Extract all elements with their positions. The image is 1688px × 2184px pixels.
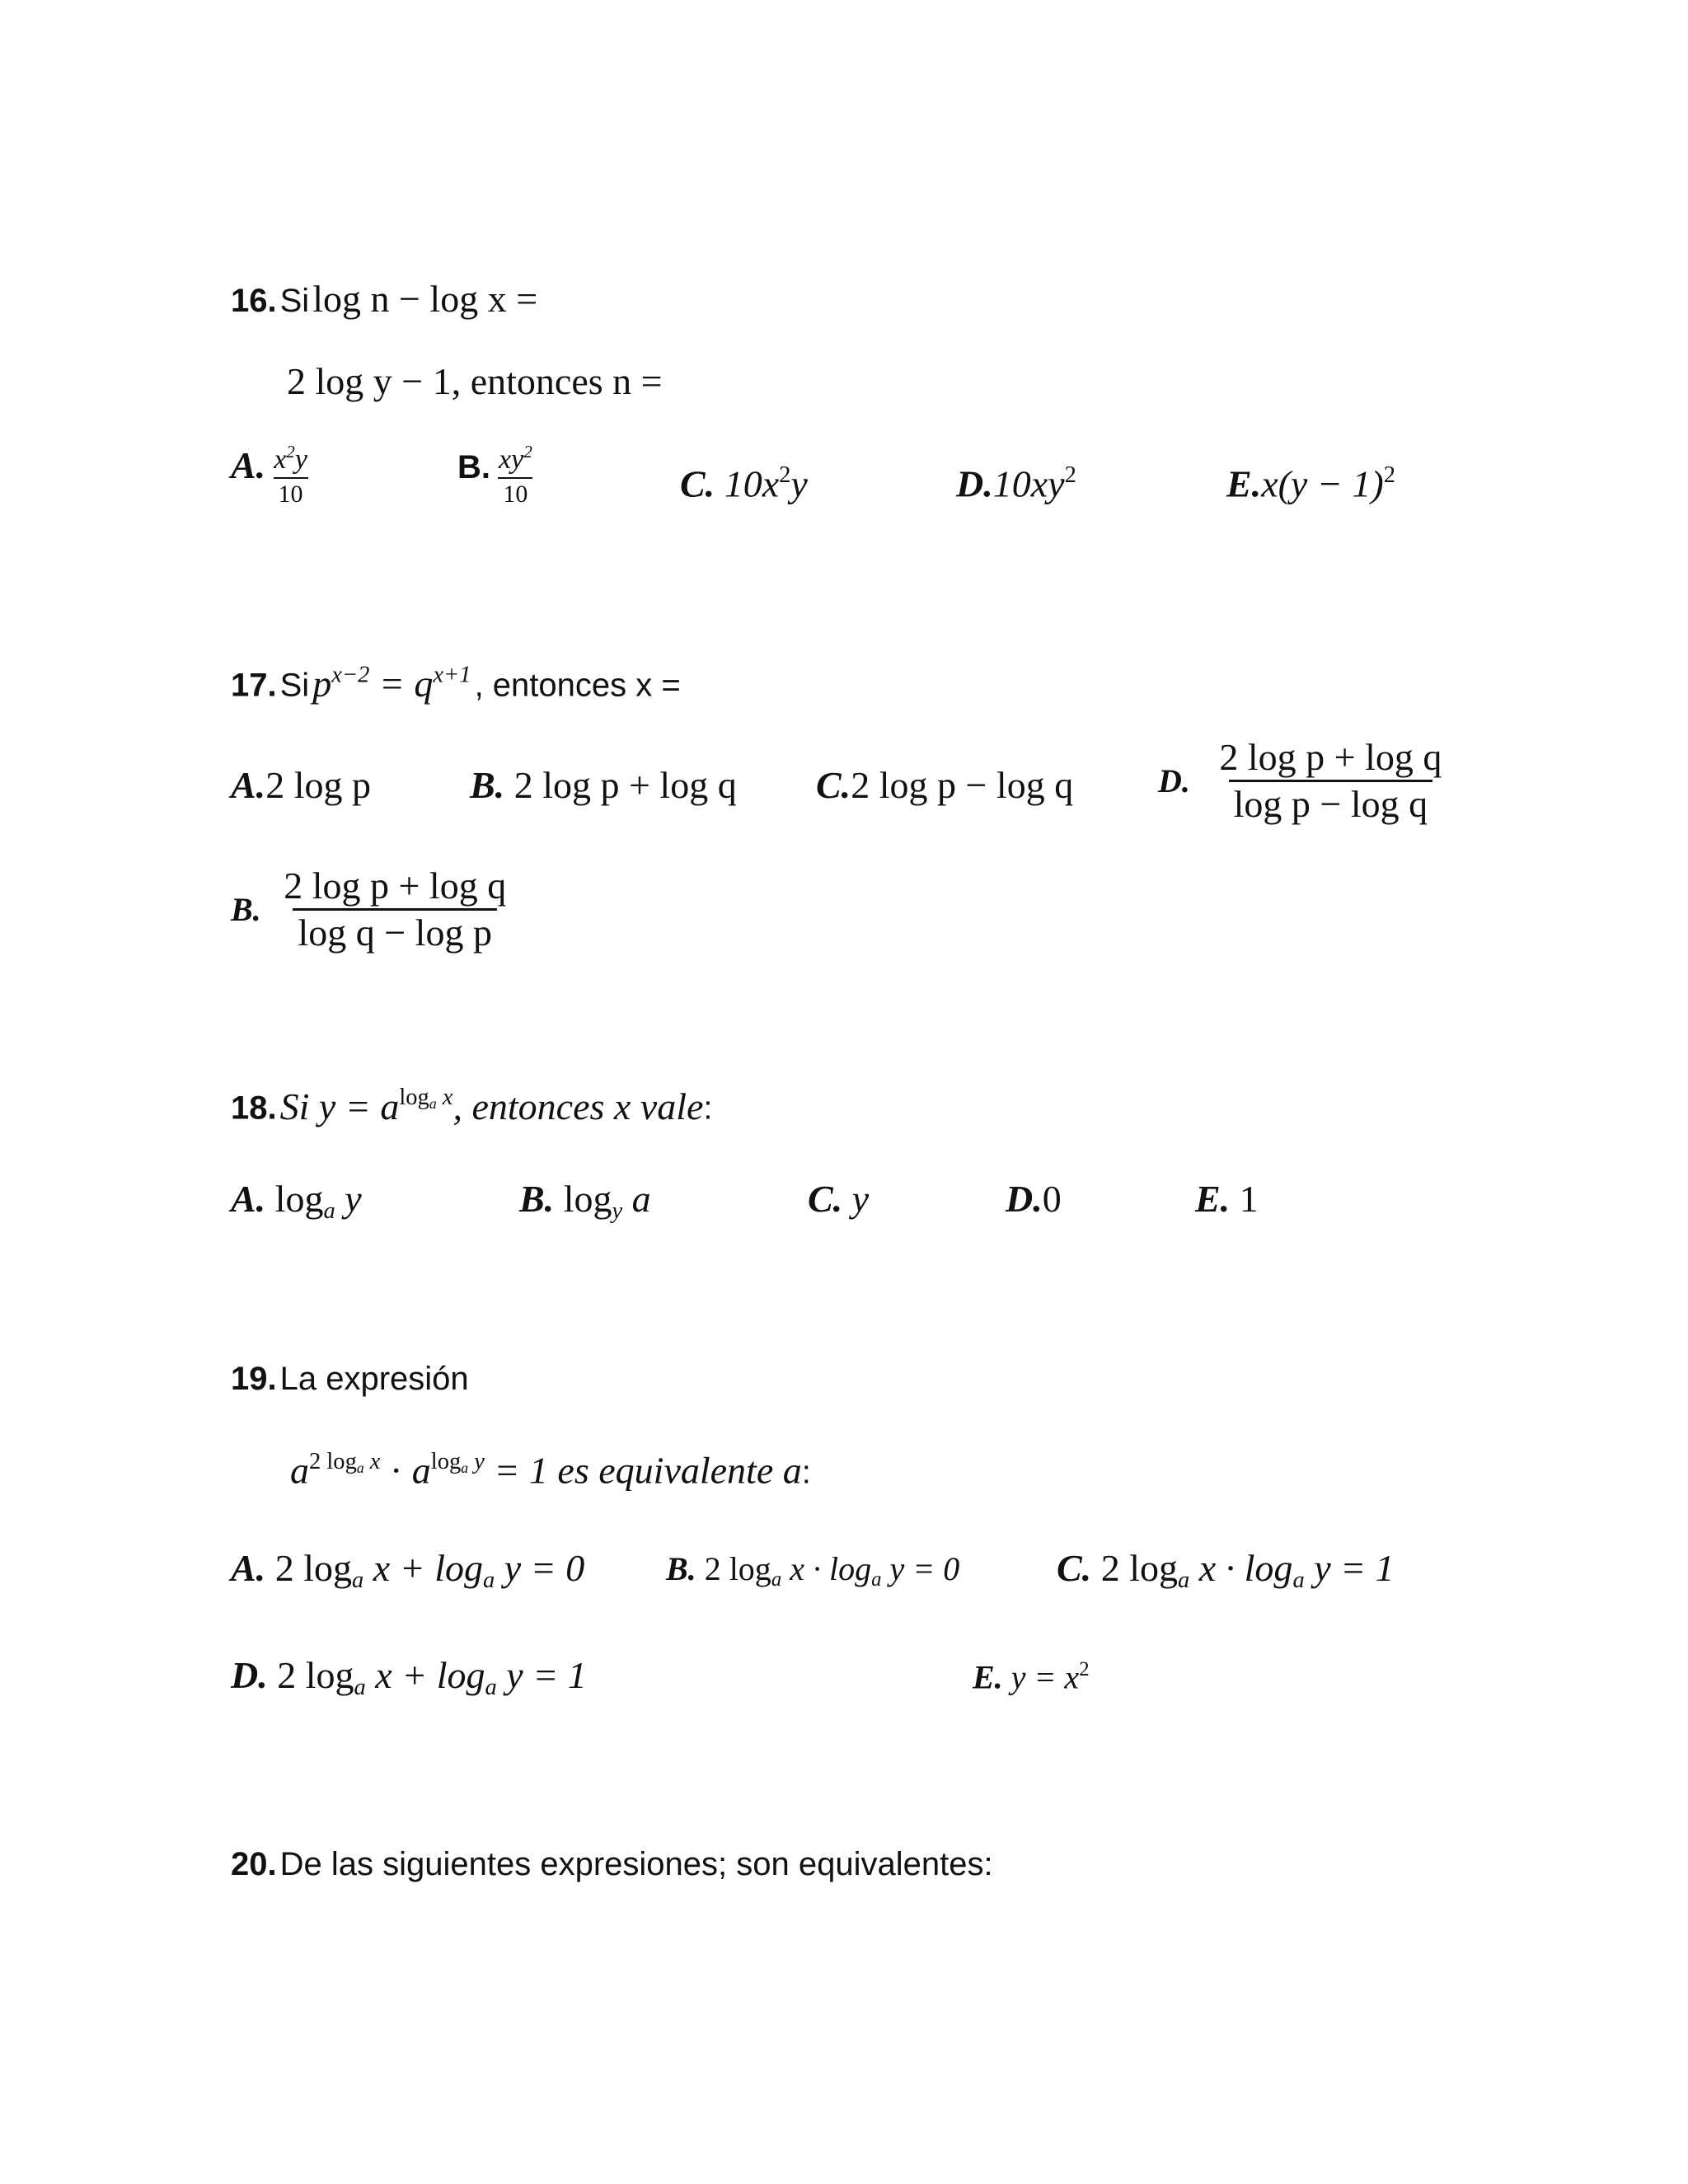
question-16-header (231, 280, 537, 318)
question-17-header: 17. Si $p^{x-2} = q^{x+1}$ , entonces x = (231, 662, 681, 705)
option-19-b[interactable]: B. 2 $\log_a x \cdot \log_a y = 0$ (666, 1550, 960, 1591)
question-number: 18. (231, 1090, 277, 1127)
option-17-d[interactable]: D. $\frac{\text{2 log p + log q}}{\text{log p − log q}}$ (1158, 738, 1447, 823)
question-16-equation-line-2: 2 log y − 1, entonces n = (287, 360, 663, 402)
option-17-c[interactable]: C.2 log p − log q (816, 764, 1074, 806)
fraction: $\frac{\text{2 log p + log q}}{\text{log p − log q}}$ (1219, 736, 1442, 825)
option-18-e[interactable]: E. 1 (1195, 1178, 1259, 1220)
equation: $p^{x-2} = q^{x+1}$ (312, 662, 471, 705)
option-18-b[interactable]: B. $\log_y a$ (519, 1178, 651, 1224)
question-number: 19. (231, 1361, 277, 1397)
option-18-d[interactable]: D.0 (1006, 1178, 1062, 1220)
question-number: 20. (231, 1846, 277, 1882)
question-19-statement: $a^{2 log_a x} \cdot a^{log_a y} = 1$ es equivalente a: (290, 1449, 811, 1492)
question-20-header (231, 1848, 993, 1881)
option-16-e[interactable]: $E.x(y - 1)^2$ (1226, 462, 1395, 505)
fraction: $\frac{\text{2 log p + log q}}{\text{log q − log p}}$ (284, 865, 507, 954)
option-16-c[interactable]: C. $10x^2y$ (680, 462, 808, 505)
option-18-c[interactable]: C. y (808, 1178, 870, 1220)
option-16-d[interactable]: $D.10xy^2$ (956, 462, 1076, 505)
option-17-b[interactable]: B. 2 log p + log q (470, 764, 737, 806)
question-number: 16. (231, 283, 277, 319)
question-number: 17. (231, 667, 277, 704)
fraction: $\frac{xy^2}{10}$ (499, 442, 532, 509)
option-16-a[interactable]: A. $\frac{x^2y}{10}$ (231, 443, 312, 507)
option-17-e[interactable]: B. $\frac{\text{2 log p + log q}}{\text{log q − log p}}$ (231, 867, 511, 952)
option-19-d[interactable]: D. 2 $\log_a x + \log_a y = 1$ (231, 1654, 587, 1700)
option-17-a[interactable]: A.2 log p (231, 764, 371, 806)
fraction: $\frac{x^2y}{10}$ (274, 442, 307, 509)
option-19-a[interactable]: A. 2 $\log_a x + \log_a y = 0$ (231, 1547, 585, 1593)
option-18-a[interactable]: A. $\log_a y$ (231, 1178, 362, 1224)
option-16-b[interactable]: B. $\frac{xy^2}{10}$ (457, 443, 537, 507)
question-lead: Si (279, 283, 310, 319)
option-19-e[interactable]: E. $y = x^2$ (973, 1658, 1090, 1696)
question-19-header: 19. La expresión (231, 1361, 469, 1397)
option-19-c[interactable]: C. 2 $\log_a x \cdot \log_a y = 1$ (1057, 1547, 1395, 1593)
equation-line-1: log n − log x = (312, 278, 538, 320)
statement: Si $y = a^{log_a x}$, entonces x vale (279, 1085, 704, 1127)
question-18-header: 18. Si $y = a^{log_a x}$, entonces x vale: (231, 1085, 713, 1127)
question-text: De las siguientes expresiones; son equivalentes: (279, 1846, 993, 1882)
